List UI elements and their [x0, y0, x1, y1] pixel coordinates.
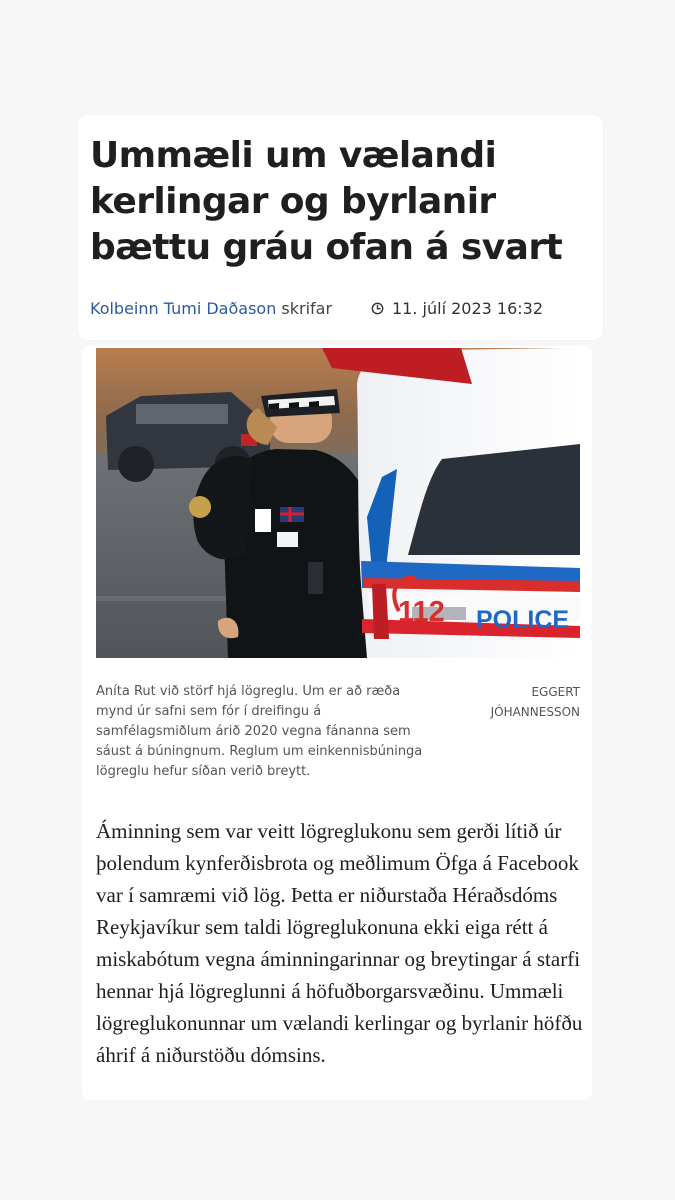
- article-byline: [90, 297, 590, 321]
- police-officer-image: [96, 348, 580, 658]
- car-police-label: POLICE: [476, 606, 570, 634]
- article-body-text: Áminning sem var veitt lögreglukonu sem gerði lítið úr þolendum kynferðisbrota og meðlimum Öfga á Facebook var í samræmi við lög. Þetta er niðurstaða Héraðsdóms Reykjavíkur sem taldi lögreglukonuna ekki eiga rétt á miskabótum vegna áminningarinnar og breytingar á starfi hennar hjá lögreglunni á höfuðborgarsvæðinu. Ummæli lögreglukonunnar um vælandi kerlingar og byrlanir höfðu áhrif á niðurstöðu dómsins.: [96, 819, 583, 1067]
- photo-credit: EGGERT JÓHANNESSON: [490, 685, 580, 719]
- car-emergency-number: 112: [398, 596, 445, 628]
- article-headline: Ummæli um vælandi kerlingar og byrlanir bættu gráu ofan á svart: [90, 135, 563, 268]
- article-photo[interactable]: [96, 348, 580, 658]
- publish-time: [371, 297, 543, 321]
- author-link[interactable]: Kolbeinn Tumi Daðason: [90, 299, 277, 318]
- author-role: skrifar: [281, 299, 333, 318]
- clock-icon: [371, 302, 384, 315]
- photo-caption: Aníta Rut við störf hjá lögreglu. Um er að ræða mynd úr safni sem fór í dreifingu á samfélagsmiðlum árið 2020 vegna fánanna sem sáust á búningnum. Reglum um einkennisbúninga lögreglu hefur síðan verið breytt.: [96, 684, 423, 779]
- publish-timestamp: 11. júlí 2023 16:32: [392, 299, 544, 318]
